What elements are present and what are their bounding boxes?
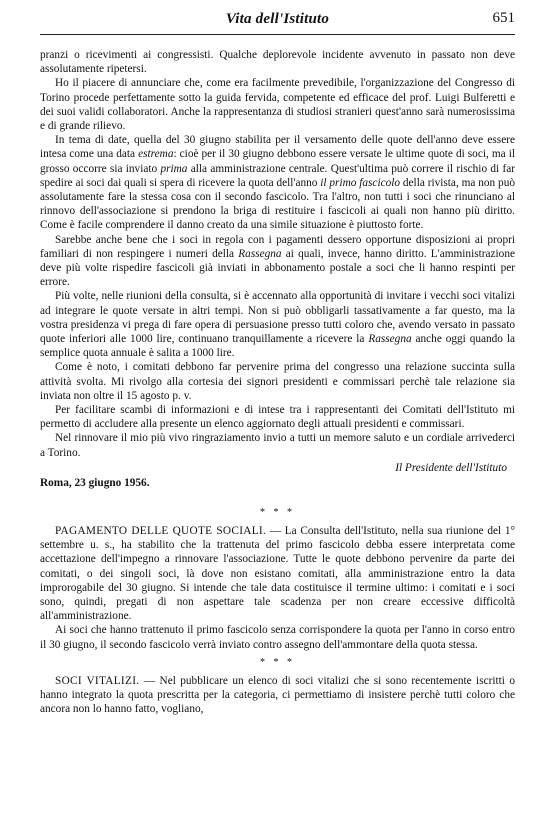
paragraph-8: Nel rinnovare il mio più vivo ringraziamento invio a tutti un memore saluto e un cordiale arrivederci a Torino. (40, 432, 515, 459)
emphasis: prima (160, 162, 188, 175)
text-run: ai quali, invece, hanno diritto. L'amministrazione deve più volte rispedire fascicoli già inviati in abbonamento postale a soci che li hanno respinti per errore. (40, 247, 515, 289)
section-title: PAGAMENTO DELLE QUOTE SOCIALI. (55, 524, 267, 537)
emphasis: Rassegna (238, 247, 282, 260)
page-header (40, 8, 515, 35)
paragraph-7: Per facilitare scambi di informazioni e di intese tra i rappresentanti dei Comitati dell'Istituto mi permetto di accludere alla presente un elenco aggiornato degli attuali presidenti e commissari. (40, 404, 515, 431)
place-date: Roma, 23 giugno 1956. (40, 476, 150, 489)
text-run: : cioè per il 30 giugno debbono essere versate le ultime quote di soci, ma il grosso occorre sia inviato (40, 148, 515, 175)
paragraph-quote-assegno: Ai soci che hanno trattenuto il primo fascicolo senza corrispondere la quota per l'anno in corso entro il 30 giugno, il secondo fascicolo verrà inviato contro assegno dell'ammontare della quota stessa. (40, 624, 515, 651)
signature: Il Presidente dell'Istituto (395, 461, 507, 474)
section-quote-sociali (40, 524, 515, 623)
signature-block (40, 460, 515, 502)
paragraph-4 (40, 233, 515, 290)
running-head: Vita dell'Istituto (225, 11, 330, 27)
paragraph-1: pranzi o ricevimenti ai congressisti. Qualche deplorevole incidente avvenuto in passato non deve assolutamente ripetersi. (40, 49, 515, 76)
section-separator: * * * (260, 506, 295, 518)
paragraph-2: Ho il piacere di annunciare che, come era facilmente prevedibile, l'organizzazione del Congresso di Torino procede perfettamente sotto la guida fervida, competente ed efficace del prof. Luigi Bulferetti e dei suoi validi collaboratori. Anche la rappresentanza di studiosi stranieri quest'anno sarà numerosissima e di grande rilievo. (40, 77, 515, 133)
paragraph-6: Come è noto, i comitati debbono far pervenire prima del congresso una relazione succinta sulla attività svolta. Mi rivolgo alla cortesia dei signori presidenti e commissari perchè tale relazione sia inviata non oltre il 15 agosto p. v. (40, 361, 515, 402)
page-number: 651 (492, 10, 515, 26)
text-run: anche oggi quando la semplice quota annuale è salita a 1000 lire. (40, 333, 515, 360)
emphasis: il primo fascicolo (320, 176, 401, 189)
text-run: In tema di date, quella del 30 giugno stabilita per il versamento delle quote dell'anno deve essere intesa come una data (40, 134, 515, 161)
paragraph-3 (40, 133, 515, 232)
text-run: alla amministrazione centrale. Quest'ultima può correre il rischio di far spedire ai soci dai quali si spera di ricevere la quota dell'anno (40, 162, 515, 189)
article-body (40, 48, 515, 716)
paragraph-5 (40, 289, 515, 360)
emphasis: estrema (138, 148, 174, 161)
section-soci-vitalizi (40, 674, 515, 717)
text-run: della rivista, ma non può assolutamente fare la stessa cosa con il secondo fascicolo. Tra l'altro, non tutti i soci che rinunciano al rinnovo dell'associazione si prendono la briga di restituire i fascicoli ai quali non hanno più diritto. Come è facile comprendere il danno creato da una simile situazione è piuttosto forte. (40, 176, 516, 232)
section-title: SOCI VITALIZI. (55, 674, 140, 687)
section-separator: * * * (260, 656, 295, 668)
text-run: Più volte, nelle riunioni della consulta, si è accennato alla opportunità di invitare i vecchi soci vitalizi ad integrare le quote versate in altri tempi. Non si può obbligarli tassativamente a far questo, ma la vostra presidenza vi prega di fare opera di persuasione presso tutti coloro che, avendo versato in passato quote inferiori alle 1000 lire, continuano tranquillamente a ricevere la (40, 290, 515, 346)
text-run: — La Consulta dell'Istituto, nella sua riunione del 1° settembre u. s., ha stabilito che la trattenuta del primo fascicolo debba essere interpretata come accettazione dell'impegno a rinnovare l'associazione. Tutte le quote debbono pervenire da parte dei comitati, o dei singoli soci, là dove non esistano comitati, alla amministrazione entro la data improrogabile del 30 giugno. Si intende che tale data costituisce il termine ultimo: i comitati e i soci sono, quindi, pregati di non aspettare tale scadenza per non creare eccessive difficoltà all'amministrazione. (40, 524, 515, 623)
emphasis: Rassegna (368, 333, 412, 346)
text-run: — Nel pubblicare un elenco di soci vitalizi che si sono recentemente iscritti o hanno integrato la quota prescritta per la categoria, ci permettiamo di insistere perchè tutti coloro che ancora non lo hanno fatto, vogliano, (40, 674, 515, 716)
text-run: Sarebbe anche bene che i soci in regola con i pagamenti dessero opportune disposizioni ai propri familiari di non respingere i numeri della (40, 233, 515, 260)
